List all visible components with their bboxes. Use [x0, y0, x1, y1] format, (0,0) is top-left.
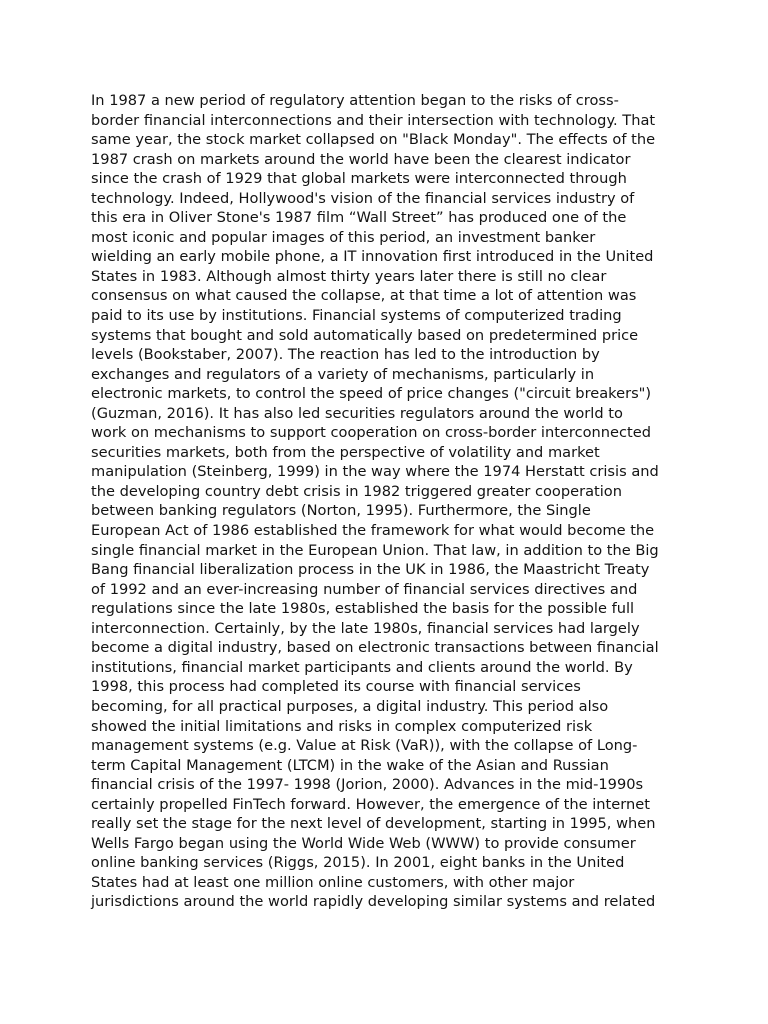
text-line: 1987 crash on markets around the world have been the clearest indicator [91, 150, 631, 168]
text-line: term Capital Management (LTCM) in the wake of the Asian and Russian [91, 756, 609, 774]
text-line: manipulation (Steinberg, 1999) in the way where the 1974 Herstatt crisis and [91, 463, 659, 481]
text-line: In 1987 a new period of regulatory attention began to the risks of cross- [91, 92, 619, 109]
text-line: this era in Oliver Stone's 1987 film “Wall Street” has produced one of the [91, 209, 627, 227]
body-paragraph [91, 91, 691, 912]
text-line: showed the initial limitations and risks in complex computerized risk [91, 717, 593, 735]
text-line: levels (Bookstaber, 2007). The reaction has led to the introduction by [91, 346, 600, 364]
text-line: consensus on what caused the collapse, at that time a lot of attention was [91, 287, 637, 305]
text-line: since the crash of 1929 that global markets were interconnected through [91, 170, 627, 188]
text-line: single financial market in the European Union. That law, in addition to the Big [91, 541, 659, 559]
text-line: management systems (e.g. Value at Risk (VaR)), with the collapse of Long- [91, 737, 638, 755]
text-line: jurisdictions around the world rapidly developing similar systems and related [91, 893, 656, 911]
text-line: States in 1983. Although almost thirty years later there is still no clear [91, 267, 607, 285]
text-line: online banking services (Riggs, 2015). In 2001, eight banks in the United [91, 854, 625, 872]
text-line: interconnection. Certainly, by the late 1980s, financial services had largely [91, 619, 640, 637]
text-line: become a digital industry, based on electronic transactions between financial [91, 639, 659, 657]
text-line: paid to its use by institutions. Financial systems of computerized trading [91, 307, 622, 325]
text-line: most iconic and popular images of this period, an investment banker [91, 228, 596, 246]
text-line: securities markets, both from the perspective of volatility and market [91, 443, 600, 461]
text-line: wielding an early mobile phone, a IT innovation first introduced in the United [91, 248, 654, 266]
text-line: Wells Fargo began using the World Wide Web (WWW) to provide consumer [91, 834, 636, 852]
text-line: work on mechanisms to support cooperation on cross-border interconnected [91, 424, 652, 442]
text-line: Bang financial liberalization process in the UK in 1986, the Maastricht Treaty [91, 561, 650, 579]
text-line: exchanges and regulators of a variety of mechanisms, particularly in [91, 365, 595, 383]
text-line: becoming, for all practical purposes, a digital industry. This period also [91, 697, 609, 715]
text-line: technology. Indeed, Hollywood's vision of the financial services industry of [91, 189, 635, 207]
text-line: certainly propelled FinTech forward. However, the emergence of the internet [91, 795, 650, 813]
text-line: border financial interconnections and their intersection with technology. That [91, 111, 656, 129]
text-line: systems that bought and sold automatically based on predetermined price [91, 326, 639, 344]
text-line: regulations since the late 1980s, established the basis for the possible full [91, 600, 635, 618]
text-line: the developing country debt crisis in 1982 triggered greater cooperation [91, 482, 622, 500]
text-line: 1998, this process had completed its course with financial services [91, 678, 581, 696]
text-line: of 1992 and an ever-increasing number of financial services directives and [91, 580, 638, 598]
text-line: same year, the stock market collapsed on "Black Monday". The effects of the [91, 131, 656, 149]
text-line: really set the stage for the next level of development, starting in 1995, when [91, 815, 656, 833]
text-line: States had at least one million online customers, with other major [91, 873, 575, 891]
text-line: European Act of 1986 established the framework for what would become the [91, 522, 655, 540]
text-line: electronic markets, to control the speed of price changes ("circuit breakers") [91, 385, 652, 403]
text-line: institutions, financial market participants and clients around the world. By [91, 658, 633, 676]
text-line: between banking regulators (Norton, 1995). Furthermore, the Single [91, 502, 591, 520]
text-line: financial crisis of the 1997- 1998 (Jorion, 2000). Advances in the mid-1990s [91, 776, 644, 794]
text-line: (Guzman, 2016). It has also led securities regulators around the world to [91, 404, 623, 422]
